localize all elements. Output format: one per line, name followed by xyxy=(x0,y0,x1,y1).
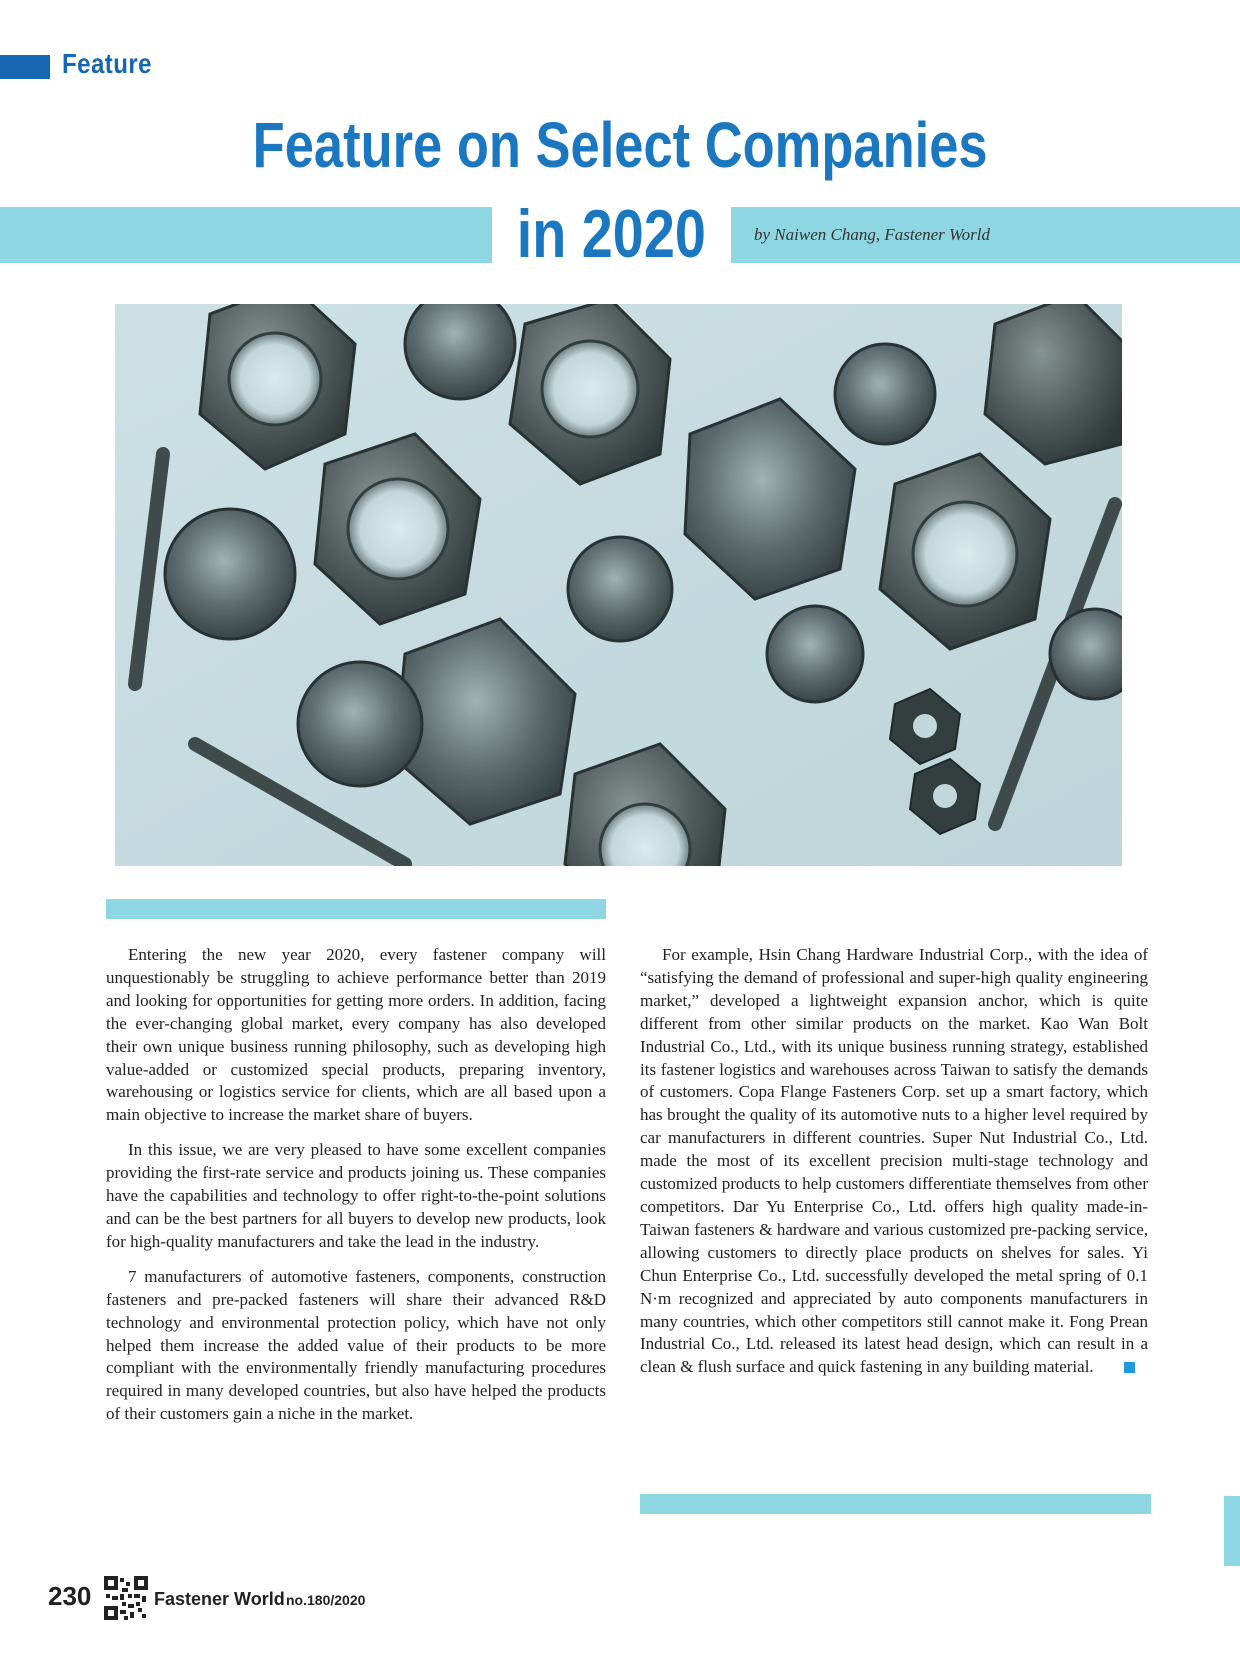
column-top-bar xyxy=(106,899,606,919)
nuts-and-bolts-photo xyxy=(115,304,1122,866)
end-of-article-mark xyxy=(1124,1362,1135,1373)
section-tab xyxy=(0,55,50,79)
paragraph: 7 manufacturers of automotive fasteners, components, construction fasteners and pre-packed fasteners will share their advanced R&D technology and environmental protection policy, which have not only helped them increase the added value of their products to be more compliant with the environmentally friendly manufacturing procedures required in many developed countries, but also have helped the products of their customers gain a niche in the market. xyxy=(106,1266,606,1424)
paragraph: Entering the new year 2020, every fastener company will unquestionably be struggling to achieve performance better than 2019 and looking for opportunities for getting more orders. In addition, facing the ever-changing global market, every company has also developed their own unique business running philosophy, such as developing high value-added or customized special products, preparing inventory, warehousing or logistics service for clients, which are all based upon a main objective to increase the market share of buyers. xyxy=(106,945,606,1125)
column-bottom-bar xyxy=(640,1494,1151,1514)
paragraph: In this issue, we are very pleased to have some excellent companies providing the first-rate service and products joining us. These companies have the capabilities and technology to offer right-to-the-point solutions and can be the best partners for all buyers to develop new products, look for high-quality manufacturers and take the lead in the industry. xyxy=(106,1140,606,1251)
article-title-line1: Feature on Select Companies xyxy=(252,109,988,181)
magazine-issue: no.180/2020 xyxy=(286,1592,366,1608)
magazine-name: Fastener World xyxy=(154,1589,285,1609)
article-title-line2: in 2020 xyxy=(516,196,707,272)
page-number: 230 xyxy=(48,1581,92,1611)
article-left-column xyxy=(106,944,606,1438)
article-title-line2-wrap xyxy=(492,196,731,272)
article-right-column xyxy=(640,944,1148,1391)
qr-code-icon xyxy=(104,1576,148,1620)
section-label: Feature xyxy=(62,48,153,79)
byline: by Naiwen Chang, Fastener World xyxy=(754,225,990,244)
title-band-left xyxy=(0,207,492,263)
paragraph-wrap xyxy=(640,944,1148,1379)
page-edge-tab xyxy=(1224,1496,1240,1566)
article-title xyxy=(0,108,1240,182)
paragraph: For example, Hsin Chang Hardware Industrial Corp., with the idea of “satisfying the demand of professional and super-high quality engineering market,” developed a lightweight expansion anchor, which is quite different from other similar products on the market. Kao Wan Bolt Industrial Co., Ltd., with its unique business running strategy, established its fastener logistics and warehouses across Taiwan to satisfy the demands of customers. Copa Flange Fasteners Corp. set up a smart factory, which has brought the quality of its automotive nuts to a higher level required by car manufacturers in different countries. Super Nut Industrial Co., Ltd. made the most of its excellent precision multi-stage technology and customized products to help customers differentiate themselves from other competitors. Dar Yu Enterprise Co., Ltd. offers high quality made-in-Taiwan fasteners & hardware and various customized pre-packing service, allowing customers to directly place products on shelves for sales. Yi Chun Enterprise Co., Ltd. successfully developed the metal spring of 0.1 N·m recognized and appreciated by auto components manufacturers in many countries, which other competitors still cannot make it. Fong Prean Industrial Co., Ltd. released its latest head design, which can result in a clean & flush surface and quick fastening in any building material. xyxy=(640,945,1148,1377)
